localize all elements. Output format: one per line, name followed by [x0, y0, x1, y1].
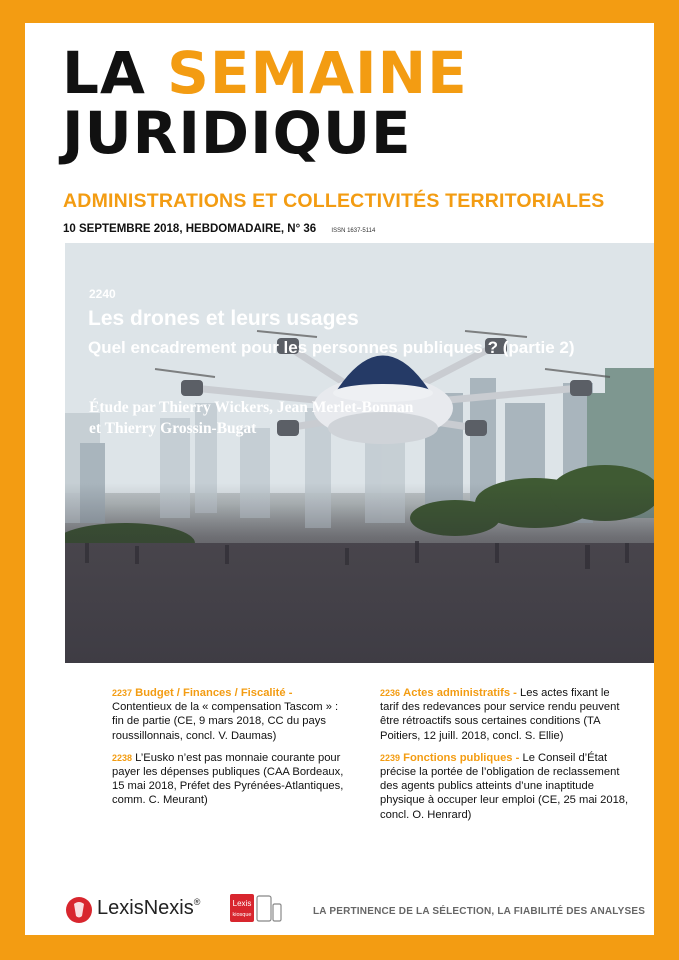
entry-number: 2236: [380, 688, 401, 698]
entry-number: 2238: [112, 752, 133, 763]
masthead-semaine: SEMAINE: [167, 39, 468, 107]
hero-image: [65, 243, 654, 663]
feature-title[interactable]: Les drones et leurs usages: [88, 307, 359, 330]
authors-line-2: et Thierry Grossin-Bugat: [89, 420, 257, 437]
entry-text: L’Eusko n’est pas monnaie courante pour payer les dépenses publiques (CAA Bordeaux, 15 mai 2018, Préfet des Pyrénées-Atlantiques, comm. C. Meurant): [112, 751, 344, 807]
entry-number: 2237: [112, 688, 133, 698]
feature-authors: [89, 397, 569, 439]
entry-rubric: Budget / Finances / Fiscalité -: [135, 687, 293, 699]
authors-line-1: Étude par Thierry Wickers, Jean Merlet-Bonnan: [89, 399, 414, 416]
entry-rubric: Actes administratifs -: [403, 687, 517, 699]
feature-number: 2240: [89, 287, 116, 301]
issue-date: 10 SEPTEMBRE 2018, HEBDOMADAIRE, N° 36: [63, 223, 317, 235]
summary-entry[interactable]: [380, 751, 630, 822]
summary-entry[interactable]: [112, 686, 350, 743]
entry-number: 2239: [380, 752, 401, 763]
feature-subtitle: Quel encadrement pour les personnes publiques ? (partie 2): [88, 338, 575, 357]
masthead-la: LA: [62, 39, 146, 107]
lexis-kiosque-icon: [230, 894, 282, 929]
svg-text:Lexis: Lexis: [232, 899, 252, 908]
lexisnexis-brand: LexisNexis®: [97, 897, 201, 919]
footer-tagline: LA PERTINENCE DE LA SÉLECTION, LA FIABILITÉ DES ANALYSES: [313, 906, 646, 917]
svg-text:kiosque: kiosque: [232, 912, 252, 918]
masthead: [62, 39, 468, 167]
summary-entry[interactable]: [380, 686, 630, 743]
summary-right-column: [380, 686, 630, 830]
entry-text: Contentieux de la « compensation Tascom » : fin de partie (CE, 9 mars 2018, CC du pays roussillonnais, concl. V. Daumas): [112, 701, 339, 742]
summary-entry[interactable]: [112, 751, 350, 808]
issue-line: [63, 223, 375, 235]
publication-subtitle: ADMINISTRATIONS ET COLLECTIVITÉS TERRITORIALES: [63, 190, 605, 212]
cover-page: [25, 23, 654, 935]
summary-left-column: [112, 686, 350, 816]
entry-rubric: Fonctions publiques -: [403, 751, 520, 764]
lexisnexis-logo-icon: [65, 896, 93, 929]
masthead-juridique: JURIDIQUE: [62, 99, 412, 167]
issn: ISSN 1637-5114: [331, 228, 376, 234]
entry-text: Les actes fixant le tarif des redevances pour service rendu peuvent être rétroactifs sous certaines conditions (TA Poitiers, 12 juill. 2018, concl. S. Ellie): [380, 687, 620, 742]
entry-text: Le Conseil d’État précise la portée de l’obligation de reclassement des agents publics atteints d’une inaptitude physique à occuper leur emploi (CE, 25 mai 2018, concl. O. Henrard): [380, 751, 629, 821]
